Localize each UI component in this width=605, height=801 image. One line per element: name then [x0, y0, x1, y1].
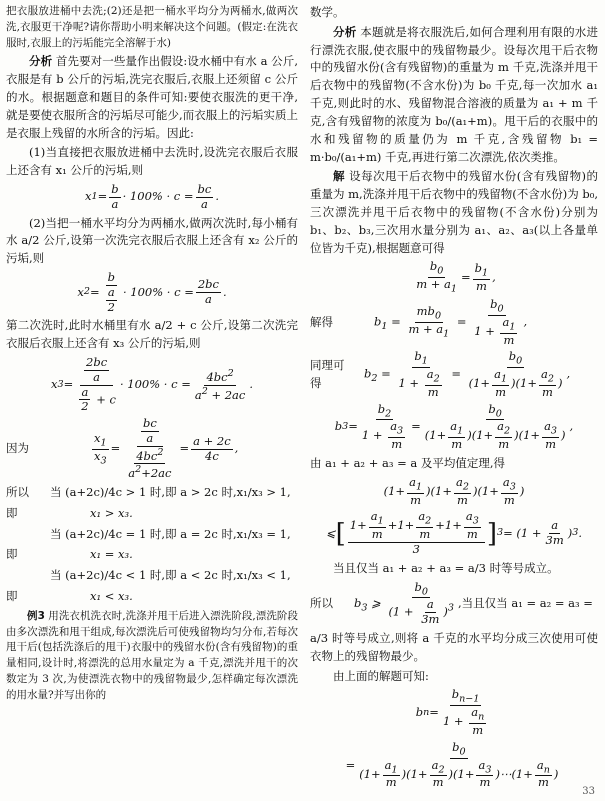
- result-gt-row: [6, 505, 298, 523]
- b3-bound-row: 所以 $b_3$ ⩾ $b_0$ (1 + $\frac{a}{3m}$ )$^3$ ,当且仅当 a₁ = a₂ = a₃ =: [310, 579, 593, 627]
- solved-b1-row: 解得 $b_1$ = $\frac{mb_0}{m + a_1}$ = $b_0$ 1 + $\frac{a_1}{m}$ ,: [310, 296, 528, 347]
- case-lt-text: 当 (a+2c)/4c < 1 时,即 a < 2c 时,x₁/x₃ < 1,: [50, 568, 291, 583]
- left-column: [6, 4, 298, 705]
- solution-label: 解: [333, 169, 345, 184]
- ji-label-3: 即: [6, 589, 18, 604]
- because-label: 因为: [6, 441, 29, 456]
- second-wash-text: 第二次洗时,此时水桶里有水 a/2 + c 公斤,设第二次洗完衣服后衣服上还含有 x₃ 公斤的污垢,则: [6, 318, 298, 351]
- product-expression: (1+ $\frac{a_1}{m}$ )(1+ $\frac{a_2}{m}$ )(1+ $\frac{a_3}{m}$ ): [383, 474, 525, 507]
- intro-paragraph: 把衣服放进桶中去洗;(2)还是把一桶水平均分为两桶水,做两次洗,衣服更干净呢?请你帮助小明来解决这个问题。(假定:在洗衣服时,衣服上的污垢能完全溶解于水): [6, 5, 298, 49]
- by-average-text: 由 a₁ + a₂ + a₃ = a 及平均值定理,得: [310, 456, 506, 471]
- equality-text: 当且仅当 a₁ + a₂ + a₃ = a/3 时等号成立。: [333, 560, 559, 575]
- solution-text: 设每次甩干后衣物中的残留水份(含有残留物)的重量为 m,洗涤并甩干后衣物中的残留物(不含水份)为 b₀,三次漂洗并甩干后衣物中的残留物(不含水份)分别为 b₁、b₂、b₃,三次用水量分别为 a₁、a₂、a₃(以上各量单位皆为千克),根据题意可得: [310, 169, 599, 255]
- ji-label-2: 即: [6, 547, 18, 562]
- equation-b0-ratio: $\frac{b_0}{m + a_1}$ = $\frac{b_1}{m}$ ,: [416, 259, 496, 295]
- from-above-text: 由上面的解题可知:: [333, 668, 429, 683]
- equation-x2: x 2 = $\frac{b}{\frac{a}{2}}$ · 100% · c = $\frac{2bc}{a}$ .: [77, 269, 227, 314]
- case-gt-row: [6, 484, 298, 502]
- right-analysis-label: 分析: [333, 24, 357, 39]
- result-eq-row: [6, 546, 298, 564]
- ji-label-1: 即: [6, 505, 18, 520]
- right-column: [310, 4, 598, 793]
- example3-label: 例3: [27, 609, 45, 622]
- solution-paragraph: [310, 168, 598, 257]
- ratio-row: 因为 $\frac{x_1}{x_3}$ = $\frac{\frac{bc}{a}}{\frac{4bc^2}{a^2+2ac}}$ = $\frac{a + 2c}{4c}$ ,: [6, 416, 239, 481]
- tongli-label: 同理可得: [310, 358, 345, 390]
- so-label: 所以: [6, 485, 29, 500]
- case2-text: (2)当把一桶水平均分为两桶水,做两次洗时,每小桶有水 a/2 公斤,设第一次洗完衣服后衣服上还含有 x₂ 公斤的污垢,则: [6, 215, 298, 266]
- result-lt: x₁ < x₃.: [90, 589, 133, 604]
- equation-x3: x 3 = $\frac{2bc}{a}$ $\frac{a}{2}$ + c · 100% · c = $\frac{4bc^2}{a^2 + 2ac}$ .: [50, 354, 254, 414]
- result-gt: x₁ > x₃.: [90, 505, 133, 520]
- example3-paragraph: [6, 609, 298, 704]
- jiede-label: 解得: [310, 314, 333, 329]
- b2-row: 同理可得 $b_2$ = $b_1$ 1 + $\frac{a_2}{m}$ = $b_0$ (1+ $\frac{a_1}{m}$ )(1+ $\frac{a_2}{m}$ ) ,: [310, 349, 571, 399]
- right-analysis-text: 本题就是将衣服洗后,如何合理利用有限的水进行漂洗衣服,使衣服中的残留物最少。设每次甩干后衣物中的残留水份(含有残留物)的重量为 m 千克,洗涤并甩干后衣物中的残留物(不含水份)为 b₀ 千克,每一次加水 a₁ 千克,则此时的水、残留物混合溶液的质量为 a₁ + m 千克,含有残留物的浓度为 b₀/(a₁+m)。甩干后的衣服中的水和残留物的质量仍为 m 千克,含残留物 b₁ = m·b₀/(a₁+m) 千克,再进行第二次漂洗,依次类推。: [310, 24, 599, 164]
- case-lt-row: [6, 567, 298, 585]
- equation-b3: b 3 = $b_2$ 1 + $\frac{a_3}{m}$ = $b_0$ (1+ $\frac{a_1}{m}$ )(1+ $\frac{a_2}{m}$ )(1+ $\frac{a_3}{m}$ ) ,: [334, 401, 574, 452]
- analysis-label: 分析: [29, 54, 53, 69]
- conclusion-text: a/3 时等号成立,则将 a 千克的水平均分成三次使用可使衣物上的残留物最少。: [310, 630, 598, 663]
- example3-text: 用洗衣机洗衣时,洗涤并甩干后进入漂洗阶段,漂洗阶段由多次漂洗和甩干组成,每次漂洗后可使残留物均匀分布,若每次甩干后(包括洗涤后的甩干)衣服中的残留水份(含有残留物)的重量相同,设计时,将漂洗的总用水量定为 a 千克,漂洗并甩干的次数定为 3 次,为使漂洗衣物中的残留物最少,怎样确定每次漂洗的用水量?并写出你的: [6, 609, 298, 701]
- equation-x1: x 1 = $\frac{b}{a}$ · 100% · c = $\frac{bc}{a}$ .: [85, 181, 219, 211]
- equation-bn-expanded: = $b_0$ (1+ $\frac{a_1}{m}$ )(1+ $\frac{a_2}{m}$ )(1+ $\frac{a_3}{m}$ )⋯(1+ $\frac{a_n}{m}$ ): [345, 739, 559, 790]
- b3-bound-tail: ,当且仅当 a₁ = a₂ = a₃ =: [458, 595, 593, 610]
- result-lt-row: [6, 588, 298, 606]
- case-gt-text: 当 (a+2c)/4c > 1 时,即 a > 2c 时,x₁/x₃ > 1,: [50, 485, 291, 500]
- top-text: 数学。: [310, 5, 345, 19]
- am-gm-inequality: ⩽ [ 1+ $\frac{a_1}{m}$ +1+ $\frac{a_2}{m}$ +1+ $\frac{a_3}{m}$ 3 ] 3 = (1 + $\frac{a}{3m}$ ) 3 .: [326, 509, 582, 556]
- analysis-paragraph: [6, 53, 298, 142]
- case1-text: (1)当直接把衣服放进桶中去洗时,设洗完衣服后衣服上还含有 x₁ 公斤的污垢,则: [6, 145, 298, 178]
- equation-bn: b n = $b_{n-1}$ 1 + $\frac{a_n}{m}$: [415, 687, 485, 737]
- analysis-text: 首先要对一些量作出假设:设水桶中有水 a 公斤,衣服是有 b 公斤的污垢,洗完衣服后,衣服上还须留 c 公斤的水。根据题意和题目的条件可知:要使衣服洗的更干净,就是要使衣服所含的污垢尽可能少,而衣服上的污垢实质上是衣服上残留的水所含的污垢。因此:: [6, 54, 299, 140]
- page-number: 33: [582, 785, 595, 797]
- right-analysis-paragraph: [310, 24, 598, 167]
- case-eq-row: [6, 526, 298, 544]
- right-so-label: 所以: [310, 595, 333, 610]
- case-eq-text: 当 (a+2c)/4c = 1 时,即 a = 2c 时,x₁/x₃ = 1,: [50, 526, 291, 541]
- result-eq: x₁ = x₃.: [90, 547, 133, 562]
